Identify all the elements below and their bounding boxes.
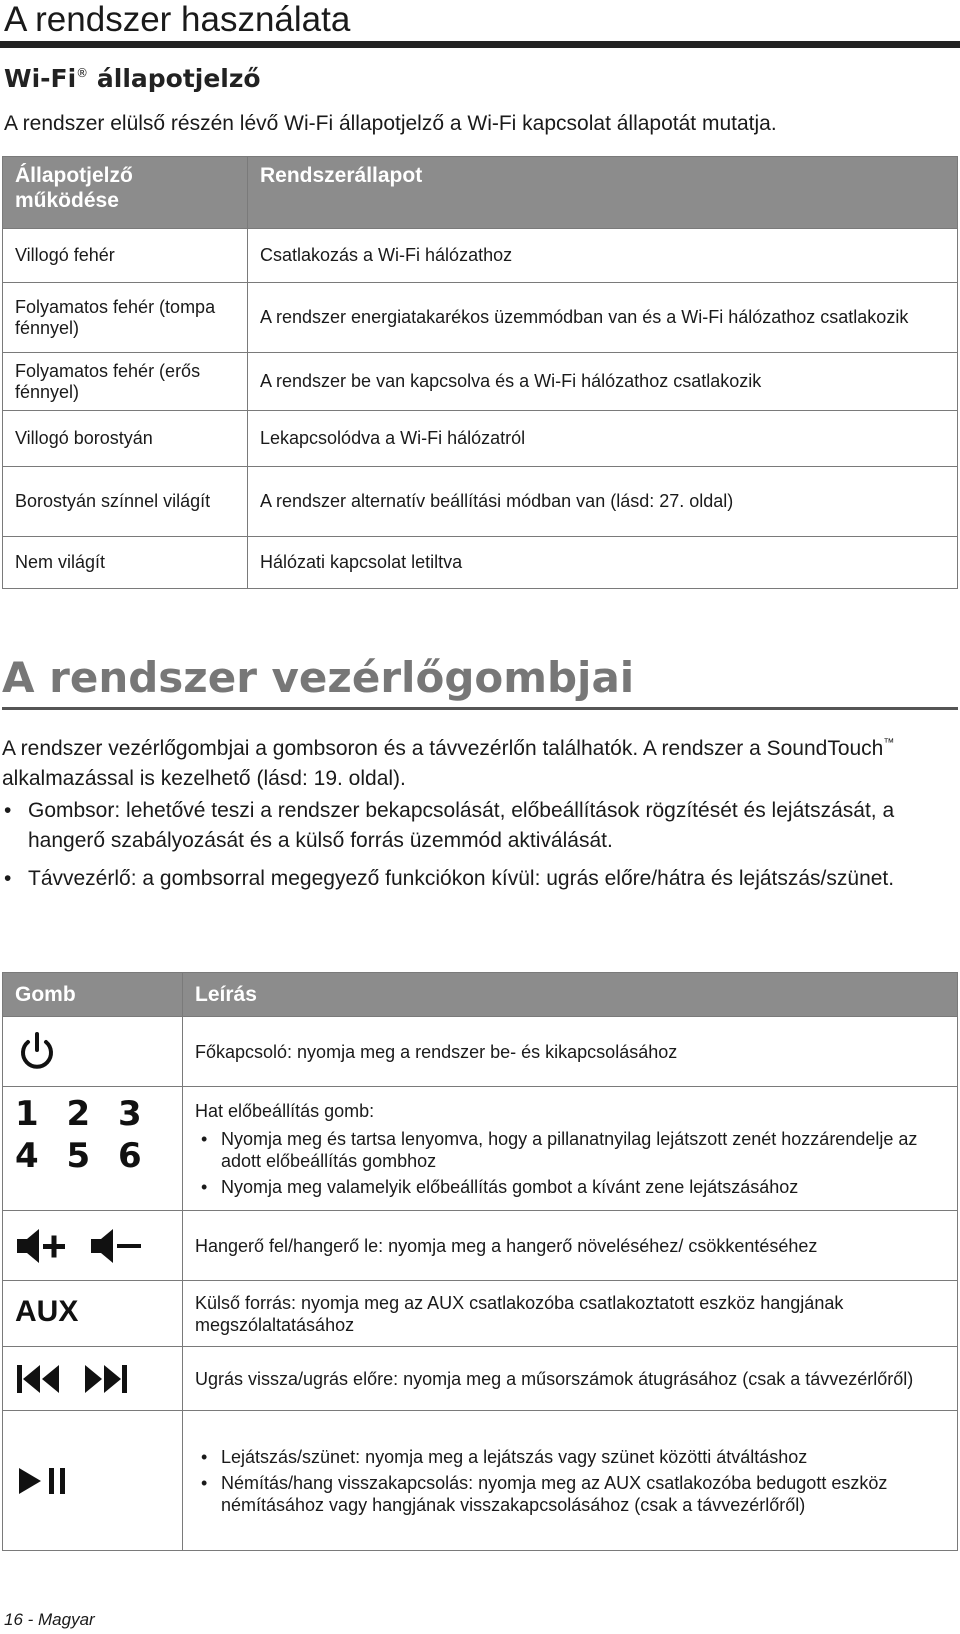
list-item: • Lejátszás/szünet: nyomja meg a lejátszás vagy szünet közötti átváltáshoz (195, 1446, 945, 1468)
list-item: • Nyomja meg valamelyik előbeállítás gombot a kívánt zene lejátszásához (195, 1176, 945, 1198)
wifi-intro: A rendszer elülső részén lévő Wi-Fi állapotjelző a Wi-Fi kapcsolat állapotát mutatja. (4, 112, 777, 135)
description-cell (183, 1411, 958, 1551)
description-cell: Külső forrás: nyomja meg az AUX csatlakozóba csatlakoztatott eszköz hangjának megszólaltatásához (183, 1281, 958, 1347)
page-footer: 16 - Magyar (4, 1610, 95, 1629)
column-header: Leírás (183, 973, 958, 1017)
controls-intro-part1: A rendszer vezérlőgombjai a gombsoron és a távvezérlőn találhatók. A rendszer a SoundTouch (2, 737, 884, 760)
table-row (3, 1087, 958, 1211)
description-list (195, 1446, 945, 1516)
button-icon-cell (3, 1087, 183, 1211)
controls-intro-part2: alkalmazással is kezelhető (lásd: 19. oldal). (2, 767, 406, 790)
table-row (3, 1017, 958, 1087)
list-item: • Némítás/hang visszakapcsolás: nyomja meg az AUX csatlakozóba bedugott eszköz némításához vagy hangjának visszakapcsolásához (csak a távvezérlőről) (195, 1472, 945, 1516)
status-cell: A rendszer energiatakarékos üzemmódban van és a Wi-Fi hálózathoz csatlakozik (248, 283, 958, 353)
page-title: A rendszer használata (0, 0, 960, 48)
wifi-heading-rest: állapotjelző (88, 64, 261, 93)
controls-bullet-list (2, 796, 958, 902)
button-icon-cell (3, 1281, 183, 1347)
description-text: Hat előbeállítás gomb: (195, 1100, 375, 1121)
controls-heading: A rendszer vezérlőgombjai (2, 650, 958, 710)
table-row (3, 1347, 958, 1411)
button-icon-cell (3, 1411, 183, 1551)
list-item: • Távvezérlő: a gombsorral megegyező funkciókon kívül: ugrás előre/hátra és lejátszás/szünet. (2, 864, 958, 894)
wifi-heading (4, 64, 261, 93)
buttons-table (2, 972, 958, 1551)
indicator-cell: Folyamatos fehér (tompa fénnyel) (3, 283, 248, 353)
indicator-cell: Villogó fehér (3, 229, 248, 283)
table-row (3, 1211, 958, 1281)
wifi-heading-brand: Wi-Fi (4, 64, 77, 93)
table-row (3, 353, 958, 411)
preset-digits-icon (15, 1093, 170, 1177)
list-item: • Nyomja meg és tartsa lenyomva, hogy a pillanatnyilag lejátszott zenét hozzárendelje az adott előbeállítás gombhoz (195, 1128, 945, 1172)
table-row (3, 229, 958, 283)
registered-mark: ® (76, 66, 89, 80)
button-icon-cell (3, 1211, 183, 1281)
power-icon (15, 1030, 59, 1074)
status-cell: Lekapcsolódva a Wi-Fi hálózatról (248, 411, 958, 467)
table-row (3, 283, 958, 353)
indicator-cell: Nem világít (3, 537, 248, 589)
status-cell: A rendszer alternatív beállítási módban van (lásd: 27. oldal) (248, 467, 958, 537)
status-cell: A rendszer be van kapcsolva és a Wi-Fi hálózathoz csatlakozik (248, 353, 958, 411)
button-icon-cell (3, 1347, 183, 1411)
description-cell: Hangerő fel/hangerő le: nyomja meg a hangerő növeléséhez/ csökkentéséhez (183, 1211, 958, 1281)
description-cell: Főkapcsoló: nyomja meg a rendszer be- és kikapcsolásához (183, 1017, 958, 1087)
table-row (3, 1411, 958, 1551)
preset-digits-bottom: 4 5 6 (15, 1136, 150, 1176)
play-pause-icon (15, 1464, 79, 1498)
aux-icon: AUX (15, 1295, 79, 1328)
column-header: Gomb (3, 973, 183, 1017)
controls-intro (2, 728, 958, 794)
column-header: Állapotjelző működése (3, 157, 248, 229)
description-list (195, 1128, 945, 1198)
volume-up-down-icon (15, 1226, 145, 1266)
button-icon-cell (3, 1017, 183, 1087)
skip-back-forward-icon (15, 1362, 139, 1396)
indicator-cell: Borostyán színnel világít (3, 467, 248, 537)
indicator-cell: Folyamatos fehér (erős fénnyel) (3, 353, 248, 411)
table-row (3, 537, 958, 589)
status-cell: Csatlakozás a Wi-Fi hálózathoz (248, 229, 958, 283)
description-cell (183, 1087, 958, 1211)
table-row (3, 467, 958, 537)
table-row (3, 1281, 958, 1347)
wifi-status-table (2, 156, 958, 589)
list-item: • Gombsor: lehetővé teszi a rendszer bekapcsolását, előbeállítások rögzítését és lejátszását, a hangerő szabályozását és a külső forrás üzemmód aktiválását. (2, 796, 958, 856)
table-header-row (3, 157, 958, 229)
indicator-cell: Villogó borostyán (3, 411, 248, 467)
preset-digits-top: 1 2 3 (15, 1094, 150, 1134)
column-header: Rendszerállapot (248, 157, 958, 229)
status-cell: Hálózati kapcsolat letiltva (248, 537, 958, 589)
table-row (3, 411, 958, 467)
table-header-row (3, 973, 958, 1017)
description-cell: Ugrás vissza/ugrás előre: nyomja meg a műsorszámok átugrásához (csak a távvezérlőről) (183, 1347, 958, 1411)
trademark-mark: ™ (883, 737, 895, 749)
